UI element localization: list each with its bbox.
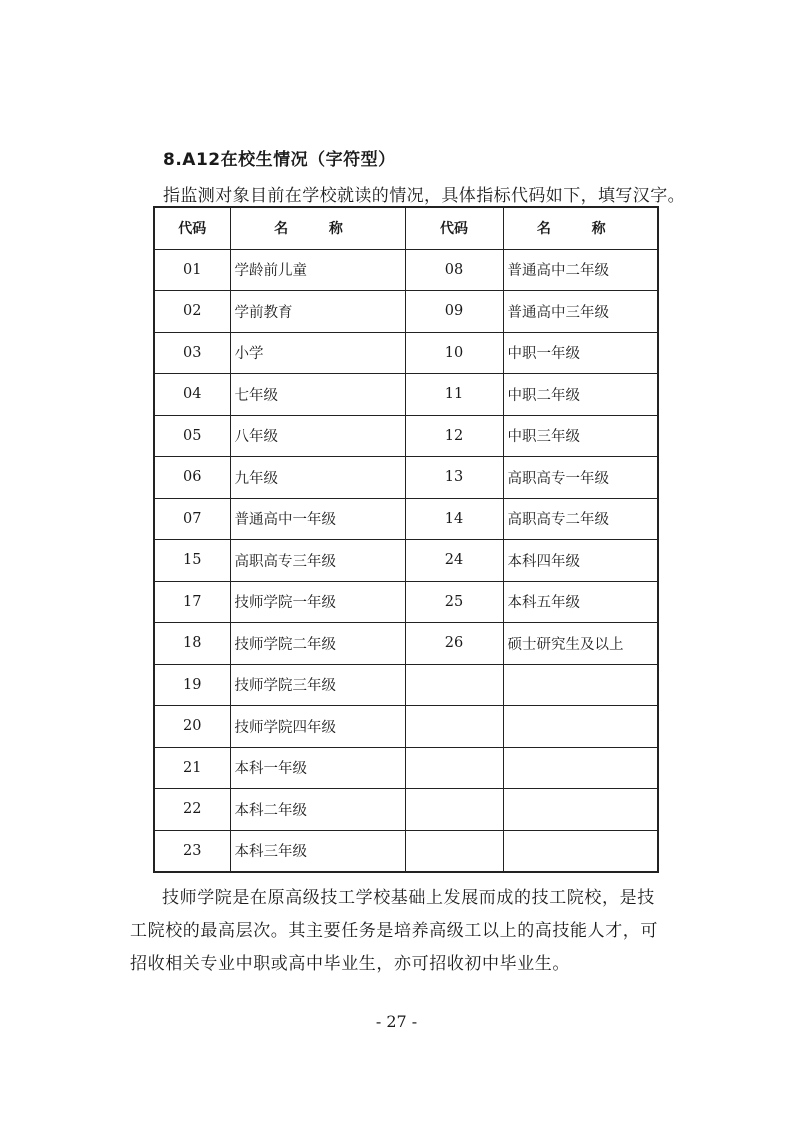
code-cell: 19 [154,664,230,706]
code-cell: 18 [154,623,230,665]
name-cell: 学龄前儿童 [230,249,405,291]
name-cell: 本科一年级 [230,747,405,789]
name-cell: 高职高专二年级 [503,498,658,540]
section-heading: 8.A12在校生情况（字符型） [163,150,396,170]
code-cell: 14 [405,498,503,540]
name-cell: 技师学院二年级 [230,623,405,665]
table-row [154,747,658,789]
code-cell: 09 [405,291,503,333]
code-cell: 12 [405,415,503,457]
code-cell: 25 [405,581,503,623]
code-cell: 22 [154,789,230,831]
name-cell: 八年级 [230,415,405,457]
name-cell [503,706,658,748]
name-cell: 中职二年级 [503,374,658,416]
table-row [154,291,658,333]
note-paragraph [130,882,660,981]
name-cell: 中职一年级 [503,332,658,374]
name-cell [503,747,658,789]
table-row [154,623,658,665]
name-cell: 本科二年级 [230,789,405,831]
name-cell: 普通高中二年级 [503,249,658,291]
code-cell: 20 [154,706,230,748]
code-cell [405,706,503,748]
name-cell: 本科三年级 [230,830,405,872]
code-cell: 04 [154,374,230,416]
header-name-2: 名 称 [503,207,658,249]
name-cell: 普通高中一年级 [230,498,405,540]
name-cell: 技师学院四年级 [230,706,405,748]
name-cell: 硕士研究生及以上 [503,623,658,665]
name-cell [503,789,658,831]
table-row [154,457,658,499]
name-cell: 普通高中三年级 [503,291,658,333]
name-cell: 技师学院三年级 [230,664,405,706]
code-cell [405,747,503,789]
table-body [154,249,658,872]
name-cell: 中职三年级 [503,415,658,457]
code-cell [405,789,503,831]
table-row [154,581,658,623]
table-row [154,374,658,416]
code-table [153,206,659,873]
code-cell [405,664,503,706]
code-cell: 15 [154,540,230,582]
name-cell: 本科四年级 [503,540,658,582]
name-cell: 七年级 [230,374,405,416]
table-row [154,332,658,374]
table-row [154,664,658,706]
code-cell: 13 [405,457,503,499]
name-cell: 九年级 [230,457,405,499]
name-cell [503,664,658,706]
code-cell: 17 [154,581,230,623]
name-cell: 小学 [230,332,405,374]
code-cell: 08 [405,249,503,291]
code-cell: 03 [154,332,230,374]
name-cell: 高职高专三年级 [230,540,405,582]
code-cell: 23 [154,830,230,872]
page-number: - 27 - [375,1012,418,1031]
header-code-1: 代码 [154,207,230,249]
code-cell: 01 [154,249,230,291]
table-row [154,415,658,457]
table-header-row [154,207,658,249]
code-cell: 11 [405,374,503,416]
code-cell: 02 [154,291,230,333]
intro-text: 指监测对象目前在学校就读的情况，具体指标代码如下，填写汉字。 [163,186,685,206]
code-cell: 06 [154,457,230,499]
table-row [154,540,658,582]
name-cell: 学前教育 [230,291,405,333]
code-cell: 07 [154,498,230,540]
header-code-2: 代码 [405,207,503,249]
table-row [154,789,658,831]
name-cell: 高职高专一年级 [503,457,658,499]
code-cell: 05 [154,415,230,457]
name-cell [503,830,658,872]
name-cell: 本科五年级 [503,581,658,623]
code-cell: 10 [405,332,503,374]
header-name-1: 名 称 [230,207,405,249]
table-row [154,706,658,748]
code-cell: 24 [405,540,503,582]
code-cell: 26 [405,623,503,665]
code-cell: 21 [154,747,230,789]
name-cell: 技师学院一年级 [230,581,405,623]
table-row [154,498,658,540]
code-cell [405,830,503,872]
note-text: 技师学院是在原高级技工学校基础上发展而成的技工院校，是技工院校的最高层次。其主要任务是培养高级工以上的高技能人才，可招收相关专业中职或高中毕业生，亦可招收初中毕业生。 [130,888,658,974]
table-row [154,249,658,291]
table-row [154,830,658,872]
